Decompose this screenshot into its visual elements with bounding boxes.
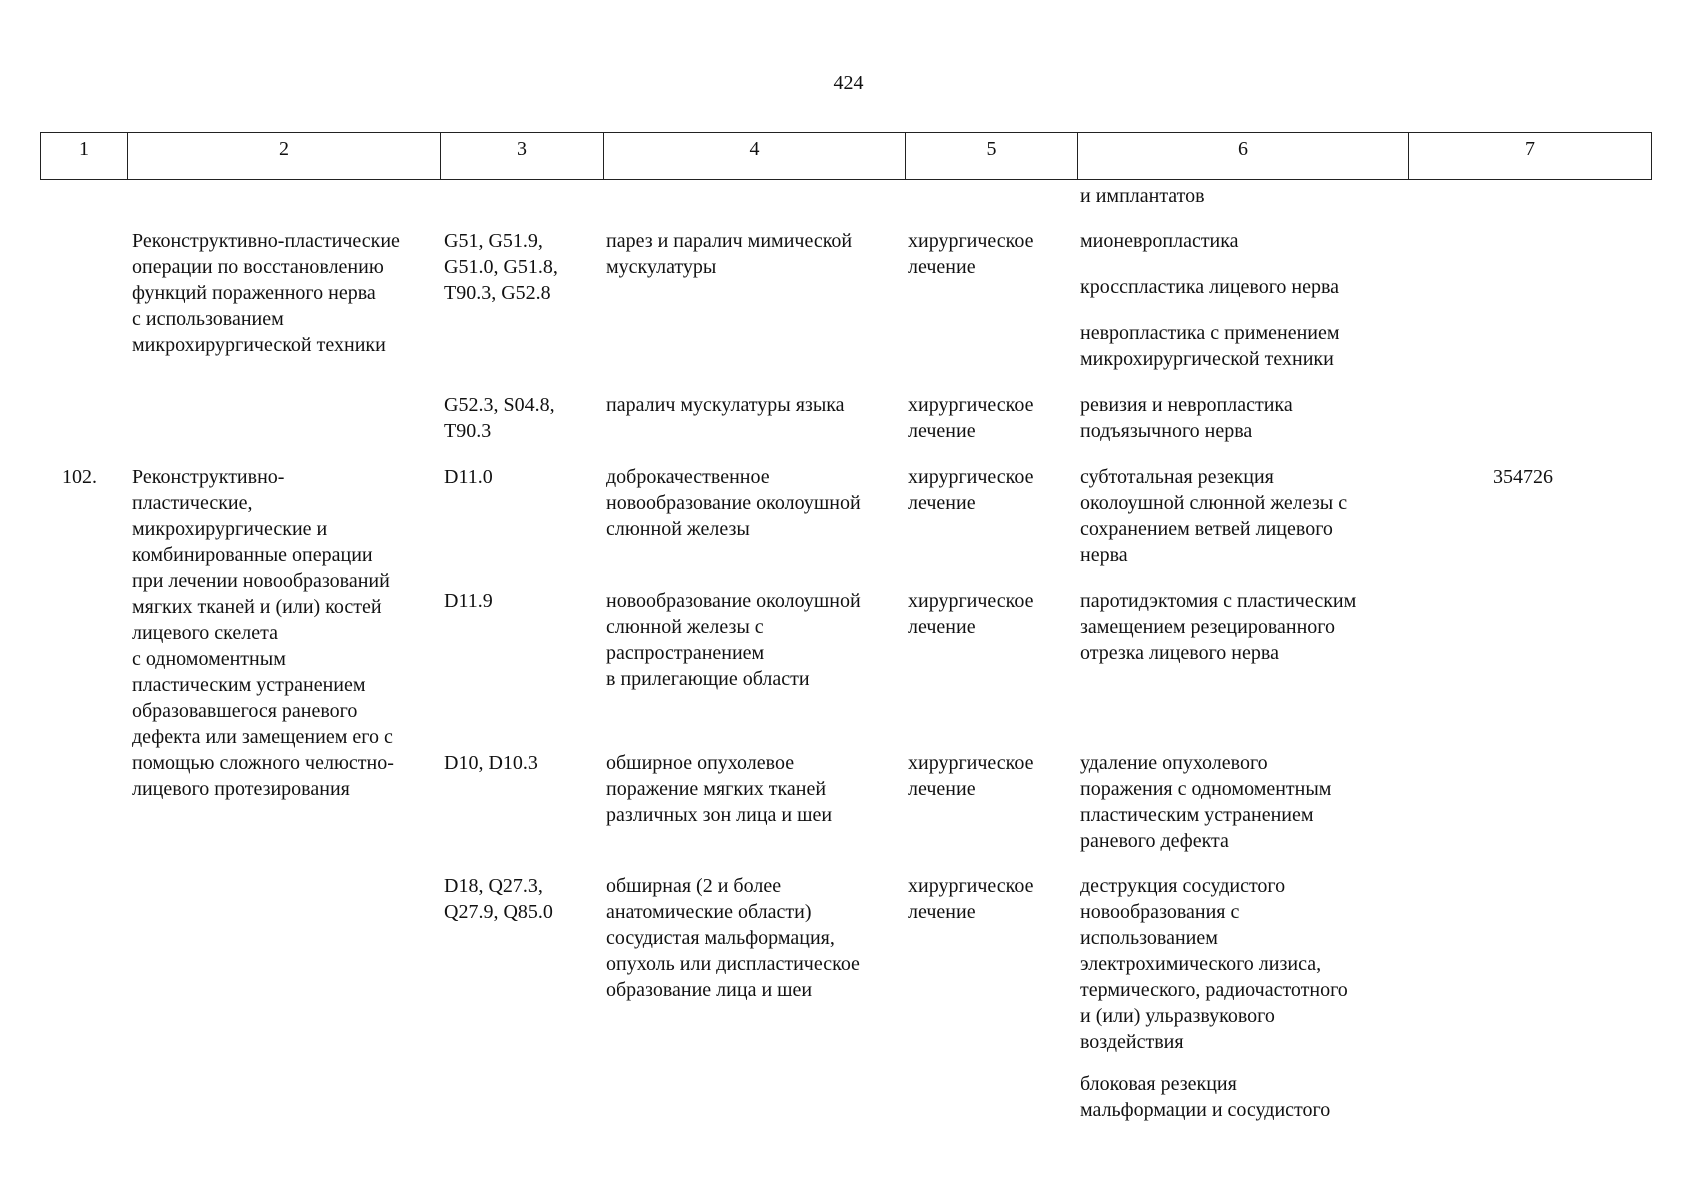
column-header-3: 3: [441, 133, 604, 180]
treatment-method: деструкция сосудистого новообразования с использованием электрохимического лизиса, термического, радиочастотного и (или) ульразвукового воздействия: [1080, 875, 1348, 1053]
procedure-group-name: Реконструктивно- пластические, микрохирургические и комбинированные операции при лечении новообразований мягких тканей и (или) костей лицевого скелета с одномоментным пластическим устранением образовавшегося раневого дефекта или замещением его с помощью сложного челюстно- лицевого протезирования: [132, 466, 394, 800]
column-header-row: [40, 132, 1652, 180]
treatment-type: хирургическое лечение: [908, 590, 1034, 638]
procedure-group-name: Реконструктивно-пластические операции по восстановлению функций пораженного нерва с использованием микрохирургической техники: [132, 230, 400, 356]
column-header-1: 1: [41, 133, 128, 180]
treatment-method: блоковая резекция мальформации и сосудистого: [1080, 1073, 1331, 1121]
continuation-method-text: и имплантатов: [1080, 185, 1205, 207]
diagnosis-codes: G52.3, S04.8, T90.3: [444, 394, 555, 442]
condition-description: обширная (2 и более анатомические области) сосудистая мальформация, опухоль или диспластическое образование лица и шеи: [606, 875, 860, 1001]
diagnosis-codes: G51, G51.9, G51.0, G51.8, T90.3, G52.8: [444, 230, 558, 304]
diagnosis-codes: D18, Q27.3, Q27.9, Q85.0: [444, 875, 553, 923]
column-header-5: 5: [906, 133, 1078, 180]
treatment-method: удаление опухолевого поражения с одномоментным пластическим устранением раневого дефекта: [1080, 752, 1332, 852]
treatment-method: кросспластика лицевого нерва: [1080, 276, 1340, 298]
treatment-method: мионевропластика: [1080, 230, 1239, 252]
diagnosis-codes: D11.9: [444, 590, 493, 612]
column-header-6: 6: [1078, 133, 1409, 180]
column-header-4: 4: [604, 133, 906, 180]
treatment-type: хирургическое лечение: [908, 394, 1034, 442]
column-header-7: 7: [1409, 133, 1652, 180]
condition-description: доброкачественное новообразование околоушной слюнной железы: [606, 466, 861, 540]
treatment-method: невропластика с применением микрохирургической техники: [1080, 322, 1340, 370]
treatment-method: ревизия и невропластика подъязычного нерва: [1080, 394, 1293, 442]
condition-description: обширное опухолевое поражение мягких тканей различных зон лица и шеи: [606, 752, 833, 826]
cost-value: 354726: [1493, 466, 1553, 488]
condition-description: парез и паралич мимической мускулатуры: [606, 230, 853, 278]
treatment-type: хирургическое лечение: [908, 875, 1034, 923]
treatment-type: хирургическое лечение: [908, 466, 1034, 514]
treatment-type: хирургическое лечение: [908, 752, 1034, 800]
diagnosis-codes: D10, D10.3: [444, 752, 538, 774]
condition-description: новообразование околоушной слюнной железы с распространением в прилегающие области: [606, 590, 861, 690]
condition-description: паралич мускулатуры языка: [606, 394, 845, 416]
treatment-type: хирургическое лечение: [908, 230, 1034, 278]
page-number: 424: [833, 72, 864, 94]
treatment-method: субтотальная резекция околоушной слюнной железы с сохранением ветвей лицевого нерва: [1080, 466, 1348, 566]
treatment-method: паротидэктомия с пластическим замещением резецированного отрезка лицевого нерва: [1080, 590, 1357, 664]
column-header-2: 2: [128, 133, 441, 180]
row-number: 102.: [62, 466, 97, 488]
diagnosis-codes: D11.0: [444, 466, 493, 488]
